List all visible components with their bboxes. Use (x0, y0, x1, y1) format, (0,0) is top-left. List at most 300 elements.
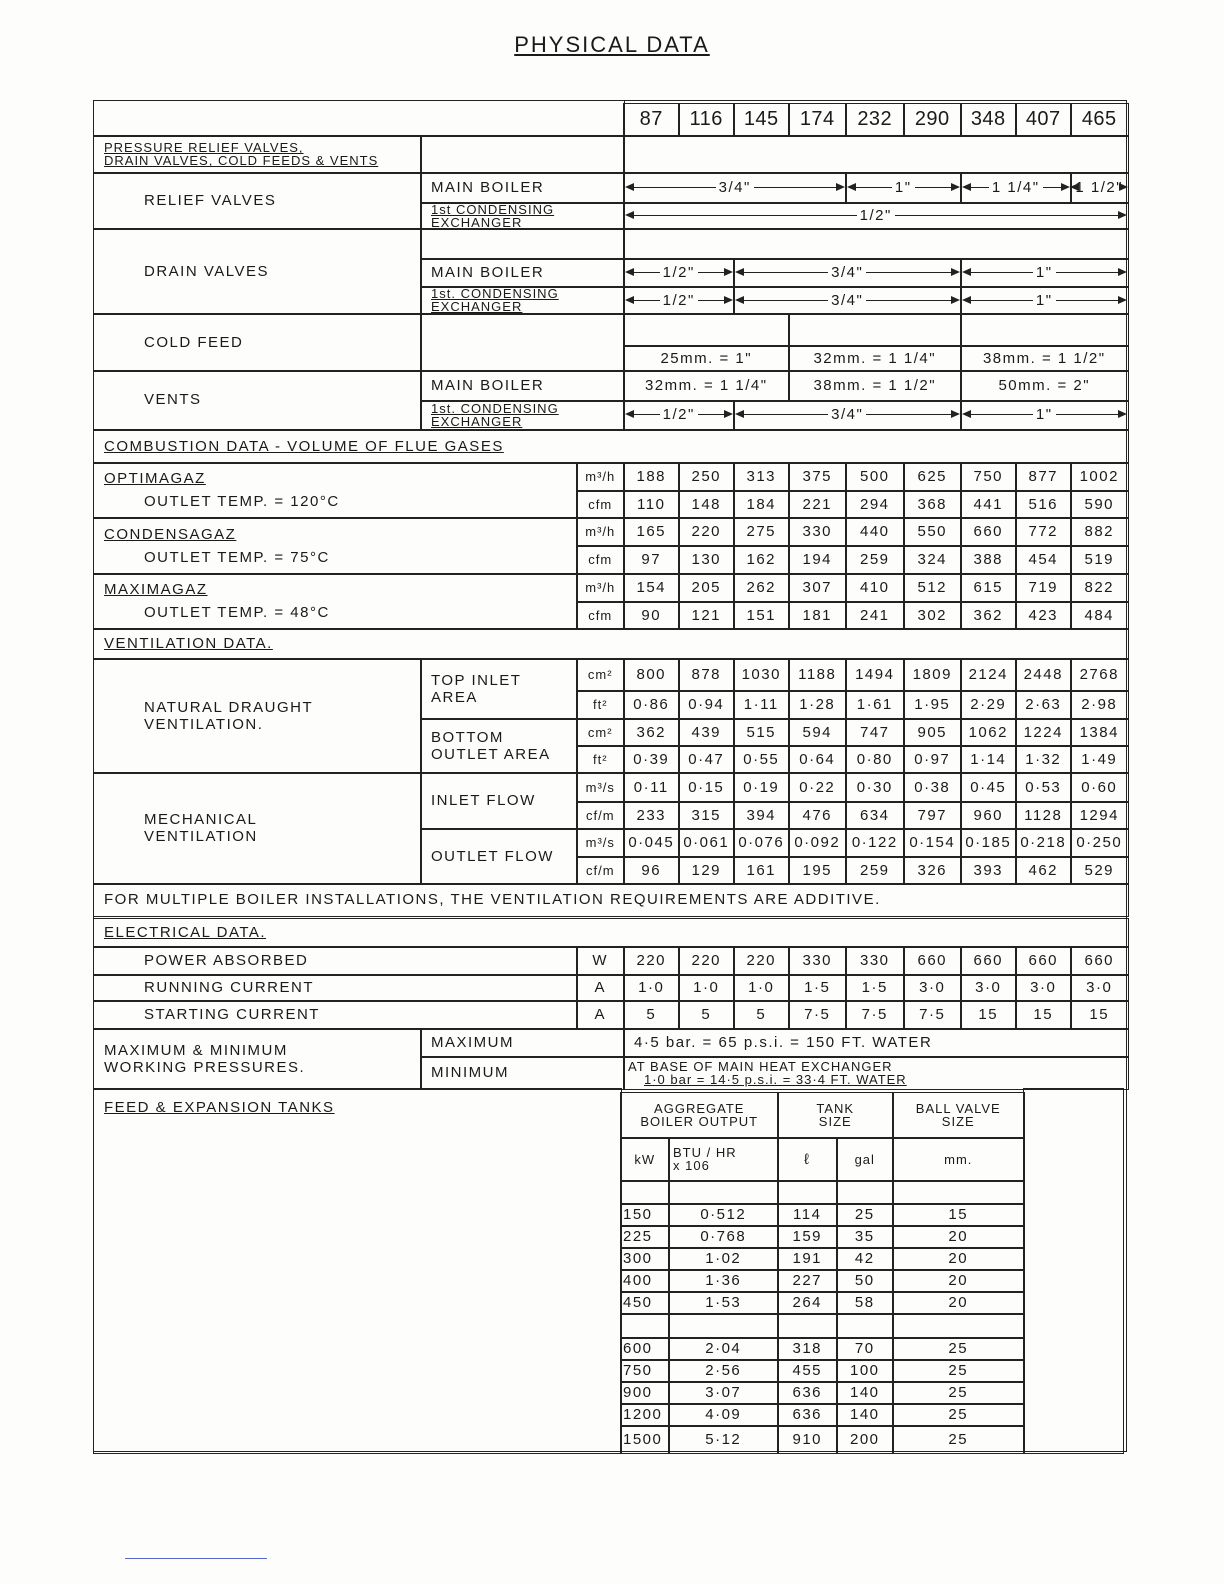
flue-gas-value: 302 (903, 601, 962, 630)
label-line-1: TOP INLET (431, 671, 522, 689)
tank-cell: 200 (836, 1425, 894, 1454)
ventilation-value: 0·22 (788, 772, 847, 803)
ventilation-value: 0·045 (623, 828, 680, 858)
size-span (623, 202, 1129, 230)
tank-cell: 1·36 (668, 1269, 779, 1293)
electrical-value: 1·5 (788, 974, 847, 1002)
ventilation-heading (93, 628, 1129, 660)
ventilation-value: 0·60 (1070, 772, 1129, 803)
label-line-2: DRAIN VALVES, COLD FEEDS & VENTS (104, 153, 379, 169)
label-line-2: EXCHANGER (431, 299, 523, 315)
tank-cell: 900 (620, 1381, 670, 1405)
label-line-1: INLET FLOW (431, 792, 536, 810)
tank-cell: 25 (892, 1337, 1025, 1361)
tank-cell: 455 (777, 1359, 838, 1383)
label-line-2: EXCHANGER (431, 214, 523, 230)
tank-cell: 910 (777, 1425, 838, 1454)
ventilation-type-label (93, 658, 422, 774)
unit-label: m³/h (576, 462, 625, 492)
ventilation-value: 1030 (733, 658, 790, 692)
tanks-right-blank (1023, 1088, 1124, 1454)
ventilation-value: 0·076 (733, 828, 790, 858)
ventilation-value: 326 (903, 856, 962, 885)
ventilation-value: 0·47 (678, 745, 735, 774)
ventilation-value: 259 (845, 856, 905, 885)
gal-header: gal (836, 1137, 894, 1182)
flue-gas-value: 250 (678, 462, 735, 492)
ventilation-value: 1·32 (1015, 745, 1072, 774)
electrical-value: 5 (733, 1000, 790, 1030)
size-value: 32mm. = 1 1/4" (644, 377, 768, 395)
electrical-value: 15 (1070, 1000, 1129, 1030)
ventilation-value: 529 (1070, 856, 1129, 885)
ventilation-value: 800 (623, 658, 680, 692)
combustion-heading (93, 430, 1129, 464)
unit-label: ft² (576, 690, 625, 720)
flue-gas-value: 500 (845, 462, 905, 492)
flue-gas-value: 615 (960, 573, 1017, 603)
arrow-left-icon (627, 215, 857, 216)
size-span (960, 286, 1129, 315)
fuel-name: OPTIMAGAZ (104, 470, 206, 488)
mm-header: mm. (892, 1137, 1025, 1182)
unit-label: cm² (576, 658, 625, 692)
tank-cell: 1500 (620, 1425, 670, 1454)
flue-gas-value: 184 (733, 490, 790, 519)
tank-cell: 400 (620, 1269, 670, 1293)
tank-cell: 750 (620, 1359, 670, 1383)
tank-cell: 114 (777, 1203, 838, 1227)
flue-gas-value: 516 (1015, 490, 1072, 519)
tank-cell: 636 (777, 1381, 838, 1405)
fuel-group-label (93, 573, 578, 630)
electrical-value: 15 (1015, 1000, 1072, 1030)
fuel-group-label (93, 517, 578, 575)
flue-gas-value: 590 (1070, 490, 1129, 519)
model-header: 87 (623, 103, 680, 137)
label-line-2: OUTLET AREA (431, 745, 551, 763)
blank (892, 1180, 1025, 1205)
electrical-value: 7·5 (903, 1000, 962, 1030)
tank-cell: 1·02 (668, 1247, 779, 1271)
size-span (733, 258, 962, 288)
blank (420, 228, 625, 260)
size-span (960, 258, 1129, 288)
flue-gas-value: 313 (733, 462, 790, 492)
minimum-line-1: AT BASE OF MAIN HEAT EXCHANGER (628, 1058, 893, 1074)
ventilation-note: FOR MULTIPLE BOILER INSTALLATIONS, THE VENTILATION REQUIREMENTS ARE ADDITIVE. (93, 883, 1129, 917)
flue-gas-value: 162 (733, 545, 790, 575)
arrow-right-icon (1056, 272, 1125, 273)
electrical-value: 7·5 (788, 1000, 847, 1030)
tank-cell: 25 (892, 1359, 1025, 1383)
electrical-value: 7·5 (845, 1000, 905, 1030)
unit-label: W (576, 946, 625, 976)
combustion-heading-text: COMBUSTION DATA - VOLUME OF FLUE GASES (104, 438, 504, 456)
flue-gas-value: 97 (623, 545, 680, 575)
electrical-value: 5 (623, 1000, 680, 1030)
ventilation-value: 129 (678, 856, 735, 885)
size-value: 1/2" (662, 291, 695, 309)
flue-gas-value: 262 (733, 573, 790, 603)
flue-gas-value: 454 (1015, 545, 1072, 575)
flue-gas-value: 1002 (1070, 462, 1129, 492)
arrow-left-icon (737, 272, 828, 273)
flue-gas-value: 410 (845, 573, 905, 603)
size-value: 50mm. = 2" (998, 377, 1091, 395)
electrical-value: 3·0 (1015, 974, 1072, 1002)
ventilation-value: 476 (788, 801, 847, 830)
ventilation-value: 2·29 (960, 690, 1017, 720)
flue-gas-value: 660 (960, 517, 1017, 547)
size-span (960, 345, 1129, 372)
label-line-1: MECHANICAL (144, 811, 258, 829)
ventilation-value: 1224 (1015, 718, 1072, 747)
blank (623, 228, 1129, 260)
arrow-left-icon (627, 300, 660, 301)
electrical-value: 1·0 (733, 974, 790, 1002)
electrical-label: POWER ABSORBED (93, 946, 578, 976)
tank-cell: 3·07 (668, 1381, 779, 1405)
tank-cell: 70 (836, 1337, 894, 1361)
electrical-value: 330 (845, 946, 905, 976)
flue-gas-value: 121 (678, 601, 735, 630)
blank (892, 1313, 1025, 1339)
flue-gas-value: 324 (903, 545, 962, 575)
electrical-label: RUNNING CURRENT (93, 974, 578, 1002)
arrow-left-icon (627, 414, 660, 415)
tank-cell: 1·53 (668, 1291, 779, 1315)
ventilation-value: 0·94 (678, 690, 735, 720)
tank-cell: 318 (777, 1337, 838, 1361)
ventilation-value: 1128 (1015, 801, 1072, 830)
vents-label: VENTS (93, 370, 422, 430)
flue-gas-value: 512 (903, 573, 962, 603)
minimum-line-2: 1·0 bar = 14·5 p.s.i. = 33·4 FT. WATER (644, 1071, 907, 1087)
ventilation-value: 1·11 (733, 690, 790, 720)
arrow-right-icon (1056, 300, 1125, 301)
electrical-value: 1·0 (623, 974, 680, 1002)
flue-gas-value: 441 (960, 490, 1017, 519)
size-value: 1" (1035, 406, 1053, 424)
size-value: 38mm. = 1 1/2" (813, 377, 937, 395)
ventilation-sub-label (420, 658, 578, 720)
unit-label: cfm (576, 545, 625, 575)
drain-valves-label: DRAIN VALVES (93, 228, 422, 315)
arrow-left-icon (737, 300, 828, 301)
unit-label: cfm (576, 601, 625, 630)
tank-cell: 4·09 (668, 1403, 779, 1427)
flue-gas-value: 110 (623, 490, 680, 519)
tank-cell: 0·768 (668, 1225, 779, 1249)
tank-cell: 2·56 (668, 1359, 779, 1383)
ventilation-value: 0·86 (623, 690, 680, 720)
electrical-value: 660 (903, 946, 962, 976)
fuel-name: CONDENSAGAZ (104, 525, 237, 543)
arrow-right-icon (698, 300, 731, 301)
flue-gas-value: 275 (733, 517, 790, 547)
page-title-text: PHYSICAL DATA (514, 32, 710, 57)
sub-label: MAIN BOILER (420, 258, 625, 288)
arrow-right-icon (1043, 187, 1068, 188)
size-span (623, 400, 735, 430)
ventilation-value: 960 (960, 801, 1017, 830)
size-span (733, 286, 962, 315)
ventilation-value: 2124 (960, 658, 1017, 692)
ventilation-value: 0·15 (678, 772, 735, 803)
cold-feed-label: COLD FEED (93, 313, 422, 372)
label-line-1: 1st. CONDENSING (431, 400, 559, 416)
model-header: 116 (678, 103, 735, 137)
size-span (960, 400, 1129, 430)
label-line-1: TANK (816, 1101, 855, 1117)
ventilation-value: 747 (845, 718, 905, 747)
ventilation-value: 1·49 (1070, 745, 1129, 774)
flue-gas-value: 194 (788, 545, 847, 575)
blank (777, 1313, 838, 1339)
flue-gas-value: 423 (1015, 601, 1072, 630)
label-line-1: MAXIMUM & MINIMUM (104, 1041, 288, 1059)
blank (620, 1313, 670, 1339)
size-value: 1" (894, 179, 912, 197)
ventilation-value: 0·80 (845, 745, 905, 774)
size-value: 1/2" (859, 207, 892, 225)
tank-cell: 35 (836, 1225, 894, 1249)
sub-label (420, 400, 625, 430)
tank-cell: 300 (620, 1247, 670, 1271)
size-value: 3/4" (831, 291, 864, 309)
ventilation-value: 515 (733, 718, 790, 747)
ventilation-value: 462 (1015, 856, 1072, 885)
ventilation-value: 878 (678, 658, 735, 692)
ventilation-value: 393 (960, 856, 1017, 885)
ventilation-value: 1·28 (788, 690, 847, 720)
ventilation-value: 1294 (1070, 801, 1129, 830)
ventilation-sub-label (420, 772, 578, 830)
kw-header: kW (620, 1137, 670, 1182)
unit-label: m³/h (576, 573, 625, 603)
arrow-right-icon (895, 215, 1125, 216)
size-value: 1 1/4" (991, 179, 1040, 197)
ventilation-value: 0·55 (733, 745, 790, 774)
arrow-right-icon (866, 300, 957, 301)
tank-cell: 58 (836, 1291, 894, 1315)
ventilation-value: 1062 (960, 718, 1017, 747)
label-line-1: PRESSURE RELIEF VALVES, (104, 140, 304, 156)
ventilation-value: 0·45 (960, 772, 1017, 803)
aggregate-header (620, 1092, 779, 1139)
ventilation-heading-text: VENTILATION DATA. (104, 635, 273, 653)
unit-label: ft² (576, 745, 625, 774)
ventilation-value: 0·11 (623, 772, 680, 803)
size-span (733, 400, 962, 430)
tank-cell: 20 (892, 1269, 1025, 1293)
flue-gas-value: 877 (1015, 462, 1072, 492)
ventilation-value: 797 (903, 801, 962, 830)
arrow-right-icon (698, 272, 731, 273)
flue-gas-value: 519 (1070, 545, 1129, 575)
flue-gas-value: 719 (1015, 573, 1072, 603)
unit-label: m³/h (576, 517, 625, 547)
model-header: 232 (845, 103, 905, 137)
ball-valve-header (892, 1092, 1025, 1139)
flue-gas-value: 822 (1070, 573, 1129, 603)
blank (788, 313, 962, 347)
arrow-right-icon (1056, 414, 1125, 415)
fuel-group-label (93, 462, 578, 519)
tank-cell: 20 (892, 1291, 1025, 1315)
arrow-left-icon (737, 414, 828, 415)
label-line-1: 1st CONDENSING (431, 202, 555, 217)
arrow-left-icon (964, 272, 1033, 273)
size-value: 32mm. = 1 1/4" (813, 349, 937, 367)
unit-label: A (576, 1000, 625, 1030)
header-blank (93, 100, 625, 137)
blank (620, 1180, 670, 1205)
ventilation-value: 1·95 (903, 690, 962, 720)
size-span (788, 345, 962, 372)
electrical-value: 220 (623, 946, 680, 976)
arrow-right-icon (866, 414, 957, 415)
tank-cell: 5·12 (668, 1425, 779, 1454)
ventilation-value: 0·38 (903, 772, 962, 803)
electrical-value: 220 (678, 946, 735, 976)
blank (836, 1180, 894, 1205)
ventilation-value: 0·39 (623, 745, 680, 774)
tank-cell: 25 (892, 1425, 1025, 1454)
ventilation-value: 0·19 (733, 772, 790, 803)
ventilation-value: 394 (733, 801, 790, 830)
tank-cell: 140 (836, 1381, 894, 1405)
ventilation-value: 1494 (845, 658, 905, 692)
label-line-1: OUTLET FLOW (431, 847, 554, 865)
size-span (623, 172, 847, 204)
label-line-1: BTU / HR (673, 1145, 737, 1161)
flue-gas-value: 220 (678, 517, 735, 547)
size-value: 1/2" (662, 264, 695, 282)
blank (668, 1180, 779, 1205)
ventilation-value: 1384 (1070, 718, 1129, 747)
blank (420, 313, 625, 372)
ventilation-value: 0·122 (845, 828, 905, 858)
ventilation-value: 0·185 (960, 828, 1017, 858)
tank-cell: 225 (620, 1225, 670, 1249)
size-span (623, 345, 790, 372)
arrow-left-icon (964, 187, 989, 188)
label-line-1: AGGREGATE (654, 1101, 745, 1117)
electrical-heading (93, 918, 1129, 948)
flue-gas-value: 550 (903, 517, 962, 547)
sub-label: MAIN BOILER (420, 370, 625, 402)
ventilation-type-label (93, 772, 422, 885)
arrow-right-icon (866, 272, 957, 273)
sub-label: MAIN BOILER (420, 172, 625, 204)
ventilation-value: 634 (845, 801, 905, 830)
label-line-1: NATURAL DRAUGHT (144, 698, 314, 716)
sub-label (420, 202, 625, 230)
label-line-2: VENTILATION. (144, 715, 264, 733)
model-header: 145 (733, 103, 790, 137)
electrical-label: STARTING CURRENT (93, 1000, 578, 1030)
flue-gas-value: 484 (1070, 601, 1129, 630)
relief-valves-label: RELIEF VALVES (93, 172, 422, 230)
ventilation-sub-label (420, 828, 578, 885)
electrical-value: 330 (788, 946, 847, 976)
tank-cell: 227 (777, 1269, 838, 1293)
tank-cell: 15 (892, 1203, 1025, 1227)
ventilation-value: 96 (623, 856, 680, 885)
size-value: 38mm. = 1 1/2" (982, 349, 1106, 367)
size-span (845, 172, 962, 204)
arrow-left-icon (627, 272, 660, 273)
size-value: 1/2" (662, 406, 695, 424)
tank-cell: 150 (620, 1203, 670, 1227)
tank-cell: 2·04 (668, 1337, 779, 1361)
tank-cell: 191 (777, 1247, 838, 1271)
tanks-heading (93, 1088, 622, 1454)
ventilation-value: 0·53 (1015, 772, 1072, 803)
label-line-2: SIZE (818, 1114, 852, 1130)
arrow-right-icon (915, 187, 958, 188)
ventilation-value: 0·250 (1070, 828, 1129, 858)
btu-header (668, 1137, 779, 1182)
blank (777, 1180, 838, 1205)
sub-label (420, 286, 625, 315)
ventilation-value: 2·63 (1015, 690, 1072, 720)
unit-label: cf/m (576, 856, 625, 885)
blank (623, 135, 1129, 174)
tank-cell: 25 (836, 1203, 894, 1227)
flue-gas-value: 165 (623, 517, 680, 547)
tank-cell: 600 (620, 1337, 670, 1361)
tank-cell: 100 (836, 1359, 894, 1383)
ventilation-value: 0·154 (903, 828, 962, 858)
flue-gas-value: 772 (1015, 517, 1072, 547)
arrow-right-icon (754, 187, 843, 188)
label-line-2: SIZE (941, 1114, 975, 1130)
fuel-name: MAXIMAGAZ (104, 581, 208, 599)
model-header: 348 (960, 103, 1017, 137)
litres-header: ℓ (777, 1137, 838, 1182)
flue-gas-value: 90 (623, 601, 680, 630)
arrow-left-icon (964, 414, 1033, 415)
tank-cell: 42 (836, 1247, 894, 1271)
label-line-1: BOTTOM (431, 728, 504, 746)
ventilation-value: 2448 (1015, 658, 1072, 692)
size-span (623, 286, 735, 315)
tank-cell: 159 (777, 1225, 838, 1249)
minimum-value (623, 1056, 1129, 1090)
ventilation-sub-label (420, 718, 578, 774)
ventilation-value: 0·092 (788, 828, 847, 858)
tank-size-header (777, 1092, 894, 1139)
size-span (960, 172, 1072, 204)
electrical-value: 5 (678, 1000, 735, 1030)
ventilation-value: 1·61 (845, 690, 905, 720)
tank-cell: 1200 (620, 1403, 670, 1427)
size-span (1070, 172, 1129, 204)
tank-cell: 636 (777, 1403, 838, 1427)
unit-label: cf/m (576, 801, 625, 830)
flue-gas-value: 241 (845, 601, 905, 630)
flue-gas-value: 882 (1070, 517, 1129, 547)
flue-gas-value: 205 (678, 573, 735, 603)
unit-label: m³/s (576, 772, 625, 803)
label-line-2: EXCHANGER (431, 413, 523, 429)
ventilation-value: 0·30 (845, 772, 905, 803)
maximum-value: 4·5 bar. = 65 p.s.i. = 150 FT. WATER (623, 1028, 1129, 1058)
electrical-value: 660 (1070, 946, 1129, 976)
